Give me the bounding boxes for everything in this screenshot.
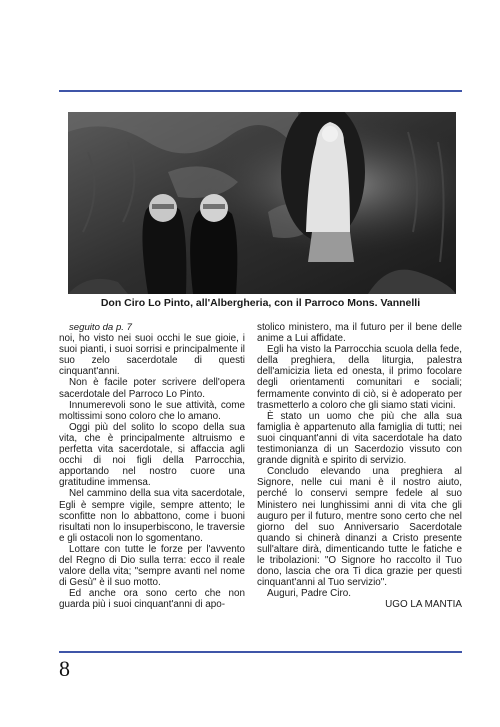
page-number: 8 xyxy=(59,656,70,681)
photo-illustration xyxy=(68,112,456,294)
article-paragraph: Lottare con tutte le forze per l'avvento del Regno di Dio sulla terra: ecco il reale valore della vita; "sempre avanti nel nome di Gesù" è il suo motto. xyxy=(59,543,245,589)
article-column-right xyxy=(257,322,462,610)
article-paragraph: noi, ho visto nei suoi occhi le sue gioie, i suoi pianti, i suoi sorrisi e principalmente il suo zelo sacerdotale di questi cinquant'anni. xyxy=(59,333,245,378)
article-column-left xyxy=(59,322,245,610)
photo-caption: Don Ciro Lo Pinto, all'Albergheria, con il Parroco Mons. Vannelli xyxy=(100,297,421,309)
article-paragraph: Auguri, Padre Ciro. xyxy=(267,588,351,600)
author-signature: UGO LA MANTIA xyxy=(385,599,462,611)
article-paragraph: stolico ministero, ma il futuro per il bene delle anime a Lui affidate. xyxy=(257,322,462,345)
continuation-note: seguito da p. 7 xyxy=(69,322,132,333)
bottom-rule xyxy=(59,651,462,653)
article-paragraph: Oggi più del solito lo scopo della sua vita, che è principalmente altruismo e perfetta vita sacerdotale, si affaccia agli occhi di noi figli della Parrocchia, apportando nel nostro cuore una gratitudine immensa. xyxy=(59,421,245,489)
article-paragraph: Nel cammino della sua vita sacerdotale, Egli è sempre vigile, sempre attento; le sconfitte non lo abbattono, come i buoni risultati non lo insuperbiscono, le traversie e gli ostacoli non lo sgomentano. xyxy=(59,488,245,544)
article-paragraph: Egli ha visto la Parrocchia scuola della fede, della preghiera, della liturgia, palestra dell'amicizia lieta ed onesta, il primo focolare degli orientamenti comunitari e sociali; fermamente convinto di ciò, si è adoperato per trasmetterlo a coloro che gli siamo stati vicini. xyxy=(257,344,462,411)
photo xyxy=(68,112,456,294)
article-paragraph: Innumerevoli sono le sue attività, come moltissimi sono coloro che lo amano. xyxy=(59,399,245,422)
article-paragraph: È stato un uomo che più che alla sua famiglia è appartenuto alla famiglia di tutti; nei suoi cinquant'anni di vita sacerdotale ha dato testimonianza di un Sacerdozio vissuto con grande dignità e spirito di servizio. xyxy=(257,410,462,467)
top-rule xyxy=(59,90,462,92)
article-paragraph: Non è facile poter scrivere dell'opera sacerdotale del Parroco Lo Pinto. xyxy=(59,377,245,400)
article-paragraph: Ed anche ora sono certo che non guarda più i suoi cinquant'anni di apo- xyxy=(59,588,245,611)
article-paragraph: Concludo elevando una preghiera al Signore, nelle cui mani è il nostro aiuto, perché lo conservi sempre fedele al suo Ministero nei lunghissimi anni di vita che gli auguro per il futuro, mentre sono certo che nel giorno del suo Anniversario Sacerdotale quando si chinerà dinanzi a Cristo presente sull'altare dirà, dimenticando tutte le fatiche e le tribolazioni: "O Signore ho raccolto il Tuo dono, lascia che ora Ti dica grazie per questi cinquant'anni al Tuo servizio". xyxy=(257,466,462,589)
